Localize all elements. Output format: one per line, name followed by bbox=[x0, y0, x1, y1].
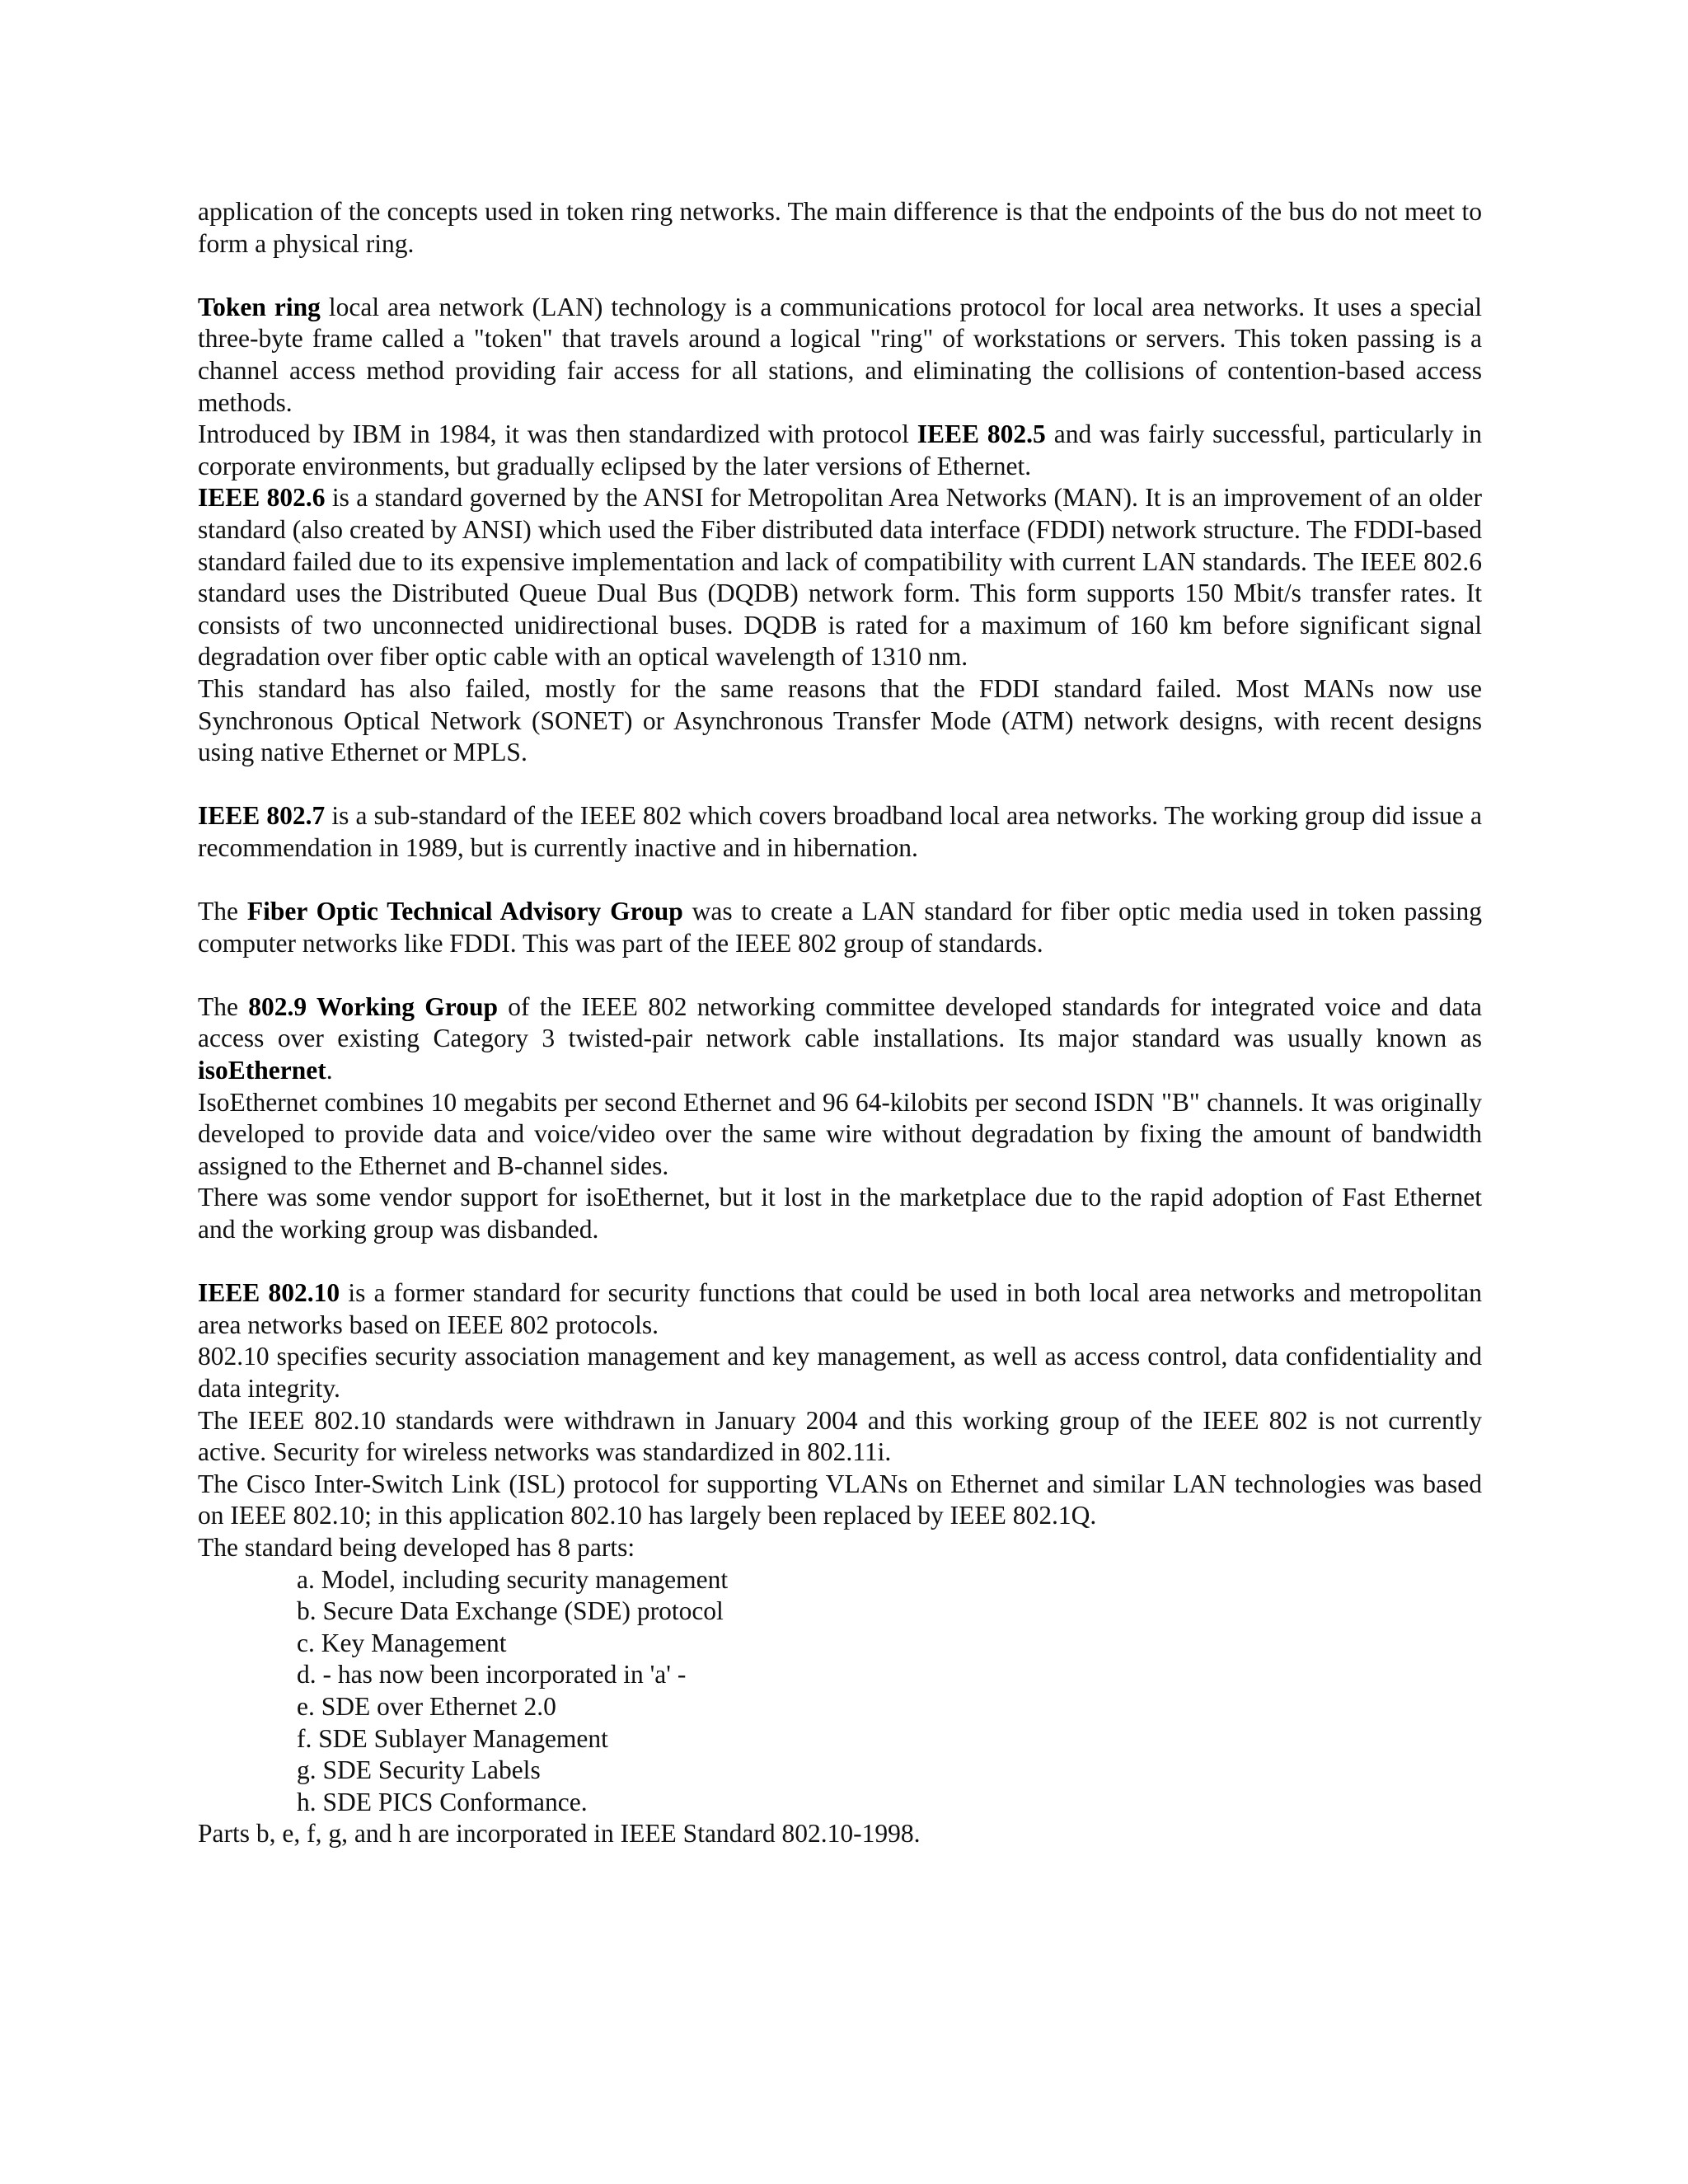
term-token-ring: Token ring bbox=[198, 292, 321, 321]
list-item: e. SDE over Ethernet 2.0 bbox=[297, 1691, 556, 1721]
fiber-text-post: was to create a LAN standard for fiber optic media used in token passing computer networks like FDDI. This was part of the IEEE 802 group of standards. bbox=[198, 897, 1482, 958]
term-ieee-8026: IEEE 802.6 bbox=[198, 483, 326, 513]
paragraph-fiber-optic bbox=[198, 896, 1482, 959]
wg8029-text-post: . bbox=[326, 1056, 333, 1085]
paragraph-gap bbox=[198, 260, 1482, 292]
paragraph-cisco: The Cisco Inter-Switch Link (ISL) protocol for supporting VLANs on Ethernet and similar LAN technologies was based on IEEE 802.10; in this application 802.10 has largely been replaced by IEEE 802.1Q. bbox=[198, 1469, 1482, 1530]
list-item: c. Key Management bbox=[297, 1628, 507, 1657]
list-item: h. SDE PICS Conformance. bbox=[297, 1787, 588, 1816]
list-item: f. SDE Sublayer Management bbox=[297, 1723, 608, 1753]
list-item: a. Model, including security management bbox=[297, 1564, 729, 1594]
paragraph-withdrawn: The IEEE 802.10 standards were withdrawn in January 2004 and this working group of the IEEE 802 is not currently active. Security for wireless networks was standardized in 802.11i. bbox=[198, 1405, 1482, 1467]
paragraph-failed: This standard has also failed, mostly for the same reasons that the FDDI standard failed. Most MANs now use Synchronous Optical Network (SONET) or Asynchronous Transfer Mode (ATM) network designs, with recent designs using native Ethernet or MPLS. bbox=[198, 673, 1482, 767]
paragraph-gap bbox=[198, 864, 1482, 896]
term-ieee-80210: IEEE 802.10 bbox=[198, 1278, 340, 1308]
wg8029-text-mid: of the IEEE 802 networking committee developed standards for integrated voice and data access over existing Category 3 twisted-pair network cable installations. Its major standard was usually known as bbox=[198, 991, 1482, 1053]
document-body bbox=[198, 196, 1482, 1850]
paragraph-intro: application of the concepts used in token ring networks. The main difference is that the endpoints of the bus do not meet to form a physical ring. bbox=[198, 197, 1482, 258]
paragraph-token-ring bbox=[198, 292, 1482, 419]
term-8029-working-group: 802.9 Working Group bbox=[248, 991, 498, 1021]
term-fiber-optic-group: Fiber Optic Technical Advisory Group bbox=[246, 897, 683, 926]
term-ieee-8025: IEEE 802.5 bbox=[917, 419, 1046, 449]
paragraph-ieee-8027 bbox=[198, 800, 1482, 864]
term-isoethernet: isoEthernet bbox=[198, 1056, 326, 1085]
paragraph-vendor: There was some vendor support for isoEthernet, but it lost in the marketplace due to the rapid adoption of Fast Ethernet and the working group was disbanded. bbox=[198, 1183, 1482, 1244]
paragraph-ieee-8026 bbox=[198, 482, 1482, 673]
paragraph-parts-end: Parts b, e, f, g, and h are incorporated in IEEE Standard 802.10-1998. bbox=[198, 1819, 921, 1849]
paragraph-gap bbox=[198, 769, 1482, 801]
list-item: d. - has now been incorporated in 'a' - bbox=[297, 1660, 687, 1690]
term-ieee-8027: IEEE 802.7 bbox=[198, 801, 326, 831]
paragraph-isoethernet: IsoEthernet combines 10 megabits per second Ethernet and 96 64-kilobits per second ISDN "B" channels. It was originally developed to provide data and voice/video over the same wire without degradation by fixing the amount of bandwidth assigned to the Ethernet and B-channel sides. bbox=[198, 1087, 1482, 1180]
list-item: g. SDE Security Labels bbox=[297, 1755, 541, 1785]
paragraph-specifies: 802.10 specifies security association management and key management, as well as access control, data confidentiality and data integrity. bbox=[198, 1342, 1482, 1403]
paragraph-gap bbox=[198, 1246, 1482, 1278]
paragraph-ibm bbox=[198, 419, 1482, 482]
paragraph-gap bbox=[198, 959, 1482, 991]
ibm-text-post: and was fairly successful, particularly in corporate environments, but gradually eclipsed by the later versions of Ethernet. bbox=[198, 419, 1482, 480]
parts-list bbox=[198, 1564, 1482, 1819]
fiber-text-pre: The bbox=[198, 897, 247, 926]
paragraph-parts-intro: The standard being developed has 8 parts: bbox=[198, 1532, 635, 1562]
ieee-8027-text: is a sub-standard of the IEEE 802 which covers broadband local area networks. The working group did issue a recommendation in 1989, but is currently inactive and in hibernation. bbox=[198, 801, 1483, 862]
paragraph-ieee-80210 bbox=[198, 1277, 1482, 1341]
ieee-8026-text: is a standard governed by the ANSI for Metropolitan Area Networks (MAN). It is an improvement of an older standard (also created by ANSI) which used the Fiber distributed data interface (FDDI) network structure. The FDDI-based standard failed due to its expensive implementation and lack of compatibility with current LAN standards. The IEEE 802.6 standard uses the Distributed Queue Dual Bus (DQDB) network form. This form supports 150 Mbit/s transfer rates. It consists of two unconnected unidirectional buses. DQDB is rated for a maximum of 160 km before significant signal degradation over fiber optic cable with an optical wavelength of 1310 nm. bbox=[198, 483, 1482, 672]
ieee-80210-text: is a former standard for security functions that could be used in both local area networks and metropolitan area networks based on IEEE 802 protocols. bbox=[198, 1278, 1482, 1339]
ibm-text-pre: Introduced by IBM in 1984, it was then standardized with protocol bbox=[198, 419, 917, 449]
wg8029-text-pre: The bbox=[198, 991, 249, 1021]
list-item: b. Secure Data Exchange (SDE) protocol bbox=[297, 1596, 724, 1626]
paragraph-8029 bbox=[198, 991, 1482, 1087]
token-ring-text: local area network (LAN) technology is a communications protocol for local area networks. It uses a special three-byte frame called a "token" that travels around a logical "ring" of workstations or servers. This token passing is a channel access method providing fair access for all stations, and eliminating the collisions of contention-based access methods. bbox=[198, 292, 1482, 417]
